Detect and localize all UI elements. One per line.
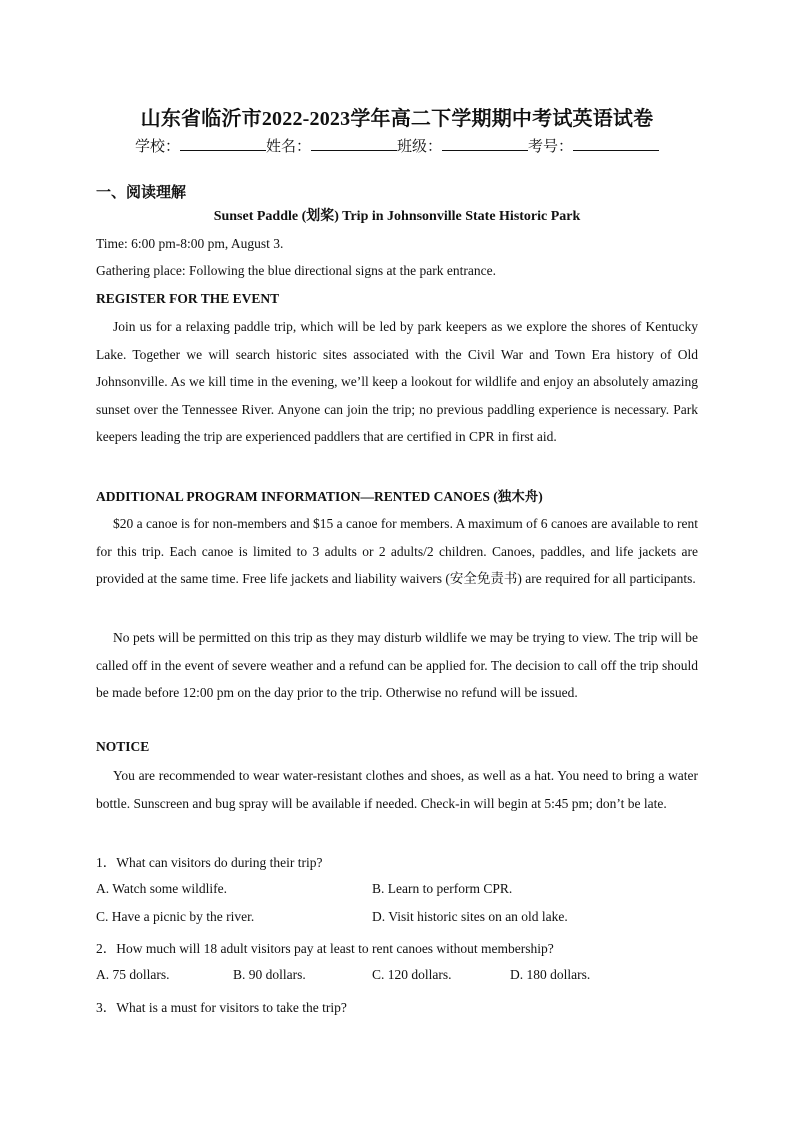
gathering-line: Gathering place: Following the blue directional signs at the park entrance.	[96, 263, 496, 278]
additional-info-heading: ADDITIONAL PROGRAM INFORMATION—RENTED CANOES (独木舟)	[96, 489, 543, 504]
question-1-option-d[interactable]: D. Visit historic sites on an old lake.	[372, 909, 568, 924]
question-2-option-c[interactable]: C. 120 dollars.	[372, 967, 452, 982]
question-2-option-b[interactable]: B. 90 dollars.	[233, 967, 306, 982]
pets-paragraph-text: No pets will be permitted on this trip as they may disturb wildlife we may be trying to view. The trip will be called off in the event of severe weather and a refund can be applied for. The decision to call off the trip should be made before 12:00 pm on the day prior to the trip. Otherwise no refund will be issued.	[96, 630, 698, 701]
register-paragraph-text: Join us for a relaxing paddle trip, which will be led by park keepers as we explore the shores of Kentucky Lake. Together we will search historic sites associated with the Civil War and Town Era history of Old Johnsonville. As we kill time in the evening, we’ll keep a lookout for wildlife and enjoy an absolutely amazing sunset over the Tennessee River. Anyone can join the trip; no previous paddling experience is necessary. Park keepers leading the trip are experienced paddlers that are certified in CPR in first aid.	[96, 319, 698, 445]
name-label: 姓名：	[265, 139, 311, 155]
exam-number-label: 考号：	[528, 139, 574, 155]
question-1-stem: 1．What can visitors do during their trip?	[96, 855, 323, 870]
register-paragraph	[96, 313, 698, 451]
notice-paragraph	[96, 762, 698, 817]
exam-title: 山东省临沂市2022-2023学年高二下学期期中考试英语试卷	[140, 108, 654, 130]
notice-paragraph-text: You are recommended to wear water-resistant clothes and shoes, as well as a hat. You need to bring a water bottle. Sunscreen and bug spray will be available if needed. Check-in will begin at 5:45 pm; don’t be late.	[96, 768, 698, 811]
notice-heading: NOTICE	[96, 739, 150, 754]
question-2-option-d[interactable]: D. 180 dollars.	[510, 967, 591, 982]
question-1-option-a[interactable]: A. Watch some wildlife.	[96, 881, 228, 896]
pets-paragraph	[96, 624, 698, 707]
class-blank[interactable]	[442, 137, 528, 151]
passage-title: Sunset Paddle (划桨) Trip in Johnsonville State Historic Park	[213, 209, 581, 224]
canoes-paragraph-text: $20 a canoe is for non-members and $15 a canoe for members. A maximum of 6 canoes are available to rent for this trip. Each canoe is limited to 3 adults or 2 adults/2 children. Canoes, paddles, and life jackets are provided at the same time. Free life jackets and liability waivers (安全免责书) are required for all participants.	[96, 516, 698, 587]
exam-number-blank[interactable]	[573, 137, 659, 151]
question-2-stem: 2．How much will 18 adult visitors pay at least to rent canoes without membership?	[96, 941, 554, 956]
question-1-option-b[interactable]: B. Learn to perform CPR.	[372, 881, 513, 896]
school-blank[interactable]	[180, 137, 266, 151]
section-heading: 一、阅读理解	[96, 185, 187, 201]
register-heading: REGISTER FOR THE EVENT	[96, 291, 280, 306]
question-3-stem: 3．What is a must for visitors to take the trip?	[96, 1000, 347, 1015]
time-line: Time: 6:00 pm-8:00 pm, August 3.	[96, 236, 284, 251]
class-label: 班级：	[397, 139, 443, 155]
canoes-paragraph	[96, 510, 698, 593]
question-2-option-a[interactable]: A. 75 dollars.	[96, 967, 170, 982]
question-1-option-c[interactable]: C. Have a picnic by the river.	[96, 909, 255, 924]
name-blank[interactable]	[311, 137, 397, 151]
school-label: 学校：	[134, 139, 180, 155]
student-info-line	[0, 135, 794, 156]
